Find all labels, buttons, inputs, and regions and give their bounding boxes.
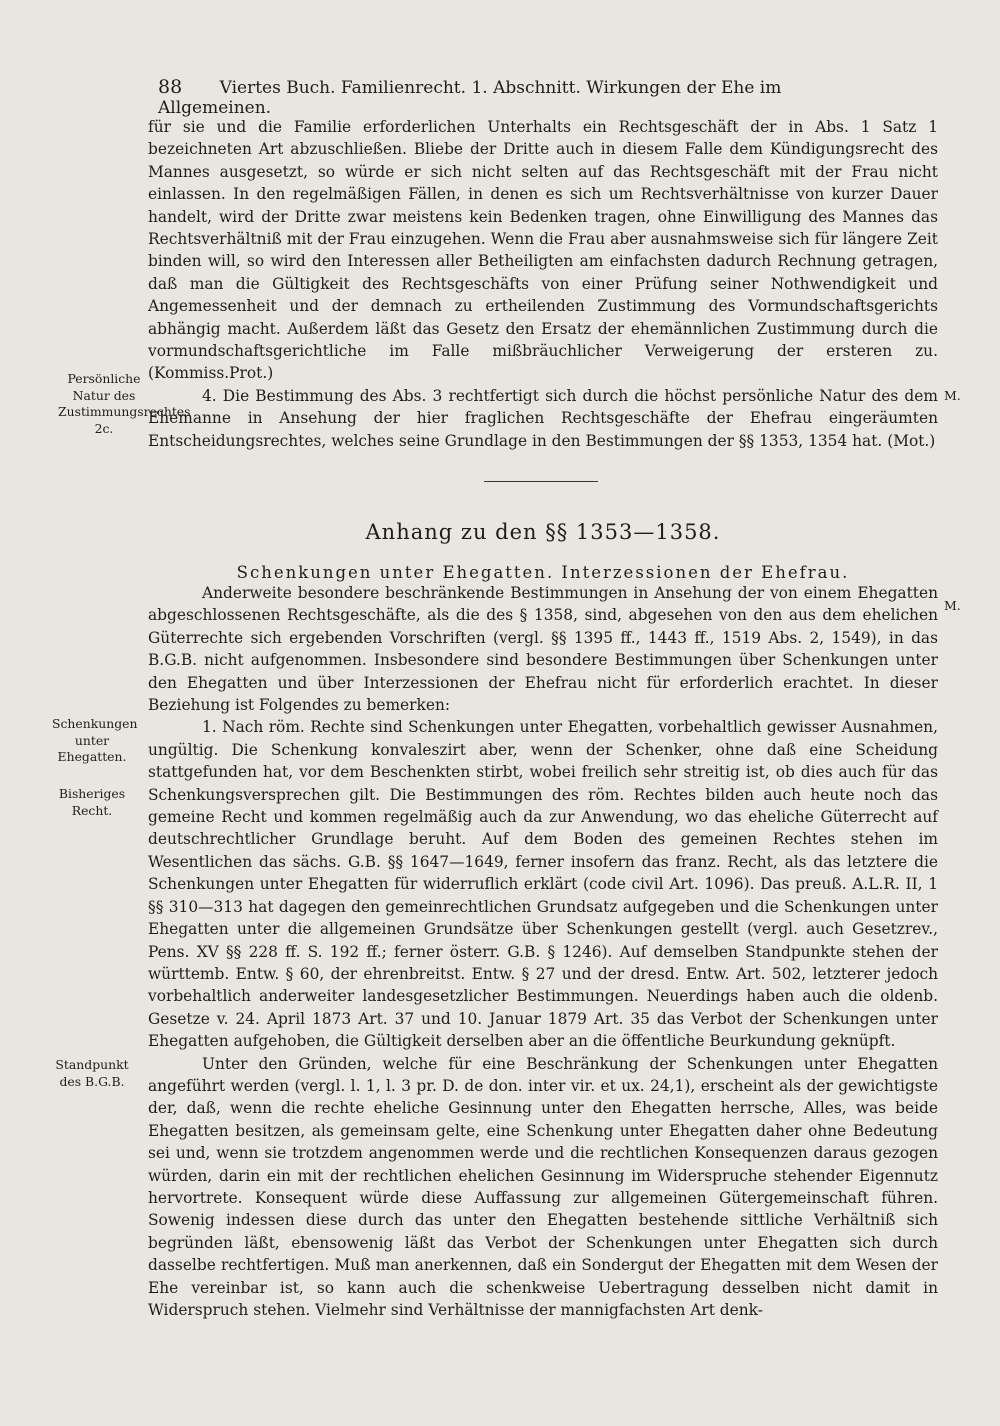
text-block-main [148,582,938,1321]
margin-note-schenkungen: Schenkungen unter Ehegatten. [52,716,138,764]
section-title: Anhang zu den §§ 1353—1358. [365,520,721,544]
section-divider [484,481,598,482]
siglum-m: M. [944,598,961,613]
page-header [158,76,878,118]
paragraph: für sie und die Familie erforderlichen Unterhalts ein Rechtsgeschäft der in Abs. 1 Satz 1 bezeichneten Art abzuschließen. Bliebe der Dritte auch in diesem Falle dem Kündigungsrecht des Mannes ausgesetzt, so würde er sich nicht selten auf das Rechtsgeschäft mit der Frau nicht einlassen. In den regelmäßigen Fällen, in denen es sich um Rechtsverhältnisse von kurzer Dauer handelt, wird der Dritte zwar meistens kein Bedenken tragen, ohne Einwilligung des Mannes das Rechtsverhältniß mit der Frau einzugehen. Wenn die Frau aber ausnahmsweise sich für längere Zeit binden will, so wird den Interessen aller Betheiligten am einfachsten dadurch Rechnung getragen, daß man die Gültigkeit des Rechtsgeschäfts von einer Prüfung seiner Nothwendigkeit und Angemessenheit und der demnach zu ertheilenden Zustimmung des Vormundschaftsgerichts abhängig macht. Außerdem läßt das Gesetz den Ersatz der ehemännlichen Zustimmung durch die vormundschaftsgerichtliche im Falle mißbräuchlicher Verweigerung der ersteren zu. (Kommiss.Prot.) [148,118,938,383]
margin-note-persoenliche-natur: Persönliche Natur des Zustimmungsrechtes 2c. [58,371,191,436]
paragraph: Unter den Gründen, welche für eine Beschränkung der Schenkungen unter Ehegatten angeführt werden (vergl. l. 1, l. 3 pr. D. de don. inter vir. et ux. 24,1), erscheint als der gewichtigste der, daß, wenn die rechte eheliche Gesinnung unter den Ehegatten herrsche, Alles, was beide Ehegatten besitzen, als gemeinsam gelte, eine Schenkung unter Ehegatten daher ohne Bedeutung sei und, wenn sie trotzdem angenommen werde und die rechtlichen Konsequenzen daraus gezogen würden, darin ein mit der rechtlichen ehelichen Gesinnung im Widerspruche stehender Eigennutz hervortrete. Konsequent würde diese Auffassung zur allgemeinen Gütergemeinschaft führen. Sowenig indessen diese durch das unter den Ehegatten bestehende sittliche Verhältniß sich begründen läßt, ebensowenig läßt das Verbot der Schenkungen unter Ehegatten sich durch dasselbe rechtfertigen. Muß man anerkennen, daß ein Sondergut der Ehegatten mit dem Wesen der Ehe vereinbar ist, so kann auch die schenkweise Uebertragung desselben nicht damit in Widerspruch stehen. Vielmehr sind Verhältnisse der mannigfachsten Art denk- [148,1054,938,1319]
margin-note-bisheriges-recht: Bisheriges Recht. [58,786,126,818]
paragraph: Anderweite besondere beschränkende Bestimmungen in Ansehung der von einem Ehegatten abgeschlossenen Rechtsgeschäfte, als die des § 1358, sind, abgesehen von den aus dem ehelichen Güterrechte sich ergebenden Vorschriften (vergl. §§ 1395 ff., 1443 ff., 1519 Abs. 2, 1549), in das B.G.B. nicht aufgenommen. Insbesondere sind besondere Bestimmungen über Schenkungen unter den Ehegatten und über Interzessionen der Ehefrau nicht für erforderlich erachtet. In dieser Beziehung ist Folgendes zu bemerken: [148,584,938,715]
margin-note-standpunkt: Standpunkt des B.G.B. [55,1057,129,1089]
text-block-top [148,116,938,452]
siglum-m: M. [944,388,961,403]
section-subtitle: Schenkungen unter Ehegatten. Interzessionen der Ehefrau. [236,563,850,582]
paragraph: 1. Nach röm. Rechte sind Schenkungen unter Ehegatten, vorbehaltlich gewisser Ausnahmen, ungültig. Die Schenkung konvaleszirt aber, wenn der Schenker, ohne daß eine Scheidung stattgefunden hat, vor dem Beschenkten stirbt, wobei freilich sehr streitig ist, ob dies auch für das Schenkungsversprechen gilt. Die Bestimmungen des röm. Rechtes bilden auch heute noch das gemeine Recht und kommen regelmäßig auch da zur Anwendung, wo das eheliche Güterrecht auf deutschrechtlicher Grundlage beruht. Auf dem Boden des gemeinen Rechtes stehen im Wesentlichen das sächs. G.B. §§ 1647—1649, ferner insofern das franz. Recht, als das letztere die Schenkungen unter Ehegatten für widerruflich erklärt (code civil Art. 1096). Das preuß. A.L.R. II, 1 §§ 310—313 hat dagegen den gemeinrechtlichen Grundsatz aufgegeben und die Schenkungen unter Ehegatten unter die allgemeinen Grundsätze über Schenkungen gestellt (vergl. auch Gesetzrev., Pens. XV §§ 228 ff. S. 192 ff.; ferner österr. G.B. § 1246). Auf demselben Standpunkte stehen der württemb. Entw. § 60, der ehrenbreitst. Entw. § 27 und der dresd. Entw. Art. 502, letzterer jedoch vorbehaltlich anderweiter landesgesetzlicher Bestimmungen. Neuerdings haben auch die oldenb. Gesetze v. 24. April 1873 Art. 37 und 10. Januar 1879 Art. 35 das Verbot der Schenkungen unter Ehegatten aufgehoben, die Gültigkeit derselben aber an die öffentliche Beurkundung geknüpft. [148,718,938,1051]
running-title: Viertes Buch. Familienrecht. 1. Abschnitt. Wirkungen der Ehe im Allgemeinen. [158,78,782,118]
paragraph: 4. Die Bestimmung des Abs. 3 rechtfertigt sich durch die höchst persönliche Natur des dem Ehemanne in Ansehung der hier fraglichen Rechtsgeschäfte der Ehefrau eingeräumten Entscheidungsrechtes, welches seine Grundlage in den Bestimmungen der §§ 1353, 1354 hat. (Mot.) [148,386,938,450]
page-number: 88 [158,76,183,98]
